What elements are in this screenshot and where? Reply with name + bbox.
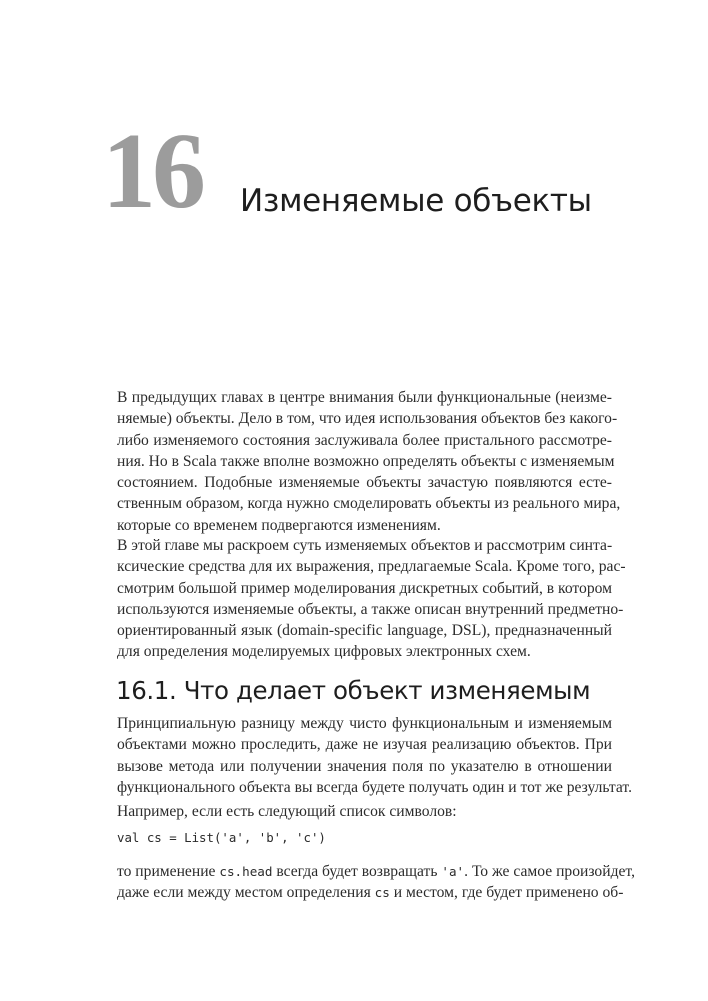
text-line: няемые) объекты. Дело в том, что идея использования объектов без какого- <box>117 410 618 428</box>
chapter-title: Изменяемые объекты <box>240 183 592 219</box>
text-run: то применение <box>117 863 220 880</box>
inline-code: cs <box>374 885 390 901</box>
section-paragraph-3 <box>117 861 635 904</box>
text-line: либо изменяемого состояния заслуживала более пристального рассмотре- <box>117 431 612 449</box>
section-heading: 16.1. Что делает объект изменяемым <box>116 676 591 705</box>
text-line <box>117 882 624 903</box>
text-line: ксические средства для их выражения, предлагаемые Scala. Кроме того, рас- <box>117 558 626 576</box>
text-line: используются изменяемые объекты, а также описан внутренний предметно- <box>117 600 624 618</box>
intro-paragraph-1 <box>117 387 621 536</box>
text-line: объектами можно проследить, даже не изучая реализацию объектов. При <box>117 736 612 754</box>
text-run: всегда будет возвращать <box>272 863 442 880</box>
text-run: и местом, где будет применено об- <box>389 884 624 902</box>
text-line: ориентированный язык (domain-specific language, DSL), предназначенный <box>117 622 612 640</box>
text-line: смотрим большой пример моделирования дискретных событий, в котором <box>117 579 612 597</box>
text-run: даже если между местом определения <box>117 884 375 902</box>
text-line: которые со временем подвергаются изменениям. <box>117 516 441 534</box>
text-run: . То же самое произойдет, <box>464 863 635 880</box>
text-line: В этой главе мы раскроем суть изменяемых объектов и рассмотрим синта- <box>117 537 613 554</box>
inline-code: cs.head <box>219 864 273 879</box>
section-paragraph-1 <box>117 713 632 798</box>
intro-paragraph-2 <box>117 535 626 663</box>
text-line: ния. Но в Scala также вполне возможно определять объекты с изменяемым <box>117 452 615 470</box>
text-line: вызове метода или получении значения поля по указателю в отношении <box>117 757 612 775</box>
text-line <box>117 861 635 882</box>
code-listing: val cs = List('a', 'b', 'c') <box>117 830 326 845</box>
chapter-number: 16 <box>102 112 202 231</box>
text-line: для определения моделируемых цифровых электронных схем. <box>117 643 531 661</box>
text-line: ственным образом, когда нужно смоделировать объекты из реального мира, <box>117 495 621 513</box>
text-line: Принципиальную разницу между чисто функциональным и изменяемым <box>117 715 612 732</box>
text-line: В предыдущих главах в центре внимания были функциональные (неизме- <box>117 389 612 406</box>
section-paragraph-2 <box>117 801 612 822</box>
inline-code: 'a' <box>441 864 465 879</box>
text-line: Например, если есть следующий список символов: <box>117 803 457 820</box>
text-line: функционального объекта вы всегда будете получать один и тот же результат. <box>117 778 632 796</box>
text-line: состоянием. Подобные изменяемые объекты зачастую появляются есте- <box>117 474 612 492</box>
